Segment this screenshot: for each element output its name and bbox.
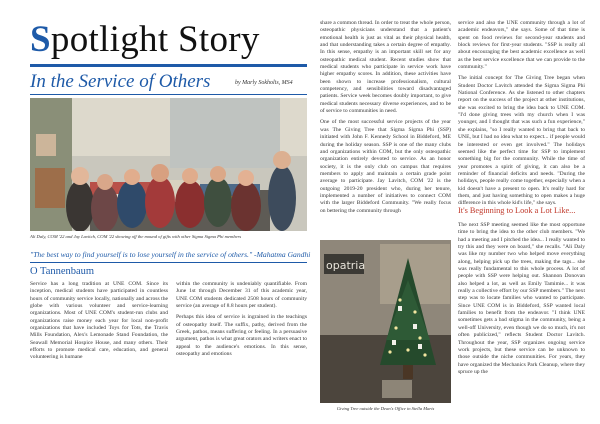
- article-byline: by Marly Sokholis, MS4: [235, 80, 293, 86]
- paragraph: Service has a long tradition at UNE COM. Since its inception, medical students have participated in countless hours of community service locally, nationally and across the globe with various volunteer and service-learning organizations. Most of UNE COM's student-run clubs and organizations raise money each year for local non-profit organizations that have included Toys for Tots, the Travis Mills Foundation, Alex's Lemonade Stand Foundation, the Seawall Memorial Hospice House, and many others. Their efforts to promote medical care, education, and general volunteering is humane: [30, 281, 168, 361]
- column-4: [458, 20, 585, 212]
- group-photo-illustration: [30, 98, 307, 231]
- paragraph: One of the most successful service projects of the year was The Giving Tree that Sigma Sigma Phi (SSP) initiated with John F. Kennedy School in Biddeford, ME during the holiday season. SSP is one of the many clubs and organizations within COM, but the only osteopathic organization entirely devoted to service. As an honor society, it is the only club on campus that requires members to apply and maintain a certain grade point average to participate. Jay Lavitch, COM '22 is the outgoing 2019-20 president who, during her tenure, implemented a number of initiatives to connect COM with the larger Biddeford Community. "We really focus on bettering the community through: [320, 119, 451, 214]
- paragraph: The initial concept for The Giving Tree began when Student Doctor Lavitch attended the Sigma Sigma Phi National Conference. As she listened to other chapters report on the success of the project at other institutions, she was excited to bring the idea back to UNE COM. "I'd done giving trees with my church when I was younger, and I thought that was such a fun experience," she explains, "so I really wanted to bring that back to UNE, but I had no idea what to expect... if people would be interested or even get involved." The holidays seemed like the perfect time for SSP to implement something big for the community. While the time of year promotes a spirit of giving, it can also be a reminder of financial deficits and needs. "During the holidays, people really come together, especially when a kid doesn't have a present to open. It's really hard for them, and just having something to open makes a huge difference in this whole kid's life," she says.: [458, 75, 585, 207]
- column-5: [458, 222, 585, 380]
- group-photo: [30, 98, 307, 231]
- masthead: [30, 20, 260, 60]
- column-3: [320, 20, 451, 219]
- giving-tree-photo: [320, 240, 451, 403]
- paragraph: The next SSP meeting seemed like the most opportune time to bring the idea to the other club members. "We had a meeting and I pitched the idea... I really wanted to try this and they were on board," she recalls. "Ali Daly was like my number two who helped move everything along, helping pick up the trees, making the tags... she was really fundamental to this whole process. A lot of people with SSP were helping out. Shannon Donovan also helped a lot, as well as Emily Tamimie... it was really a collective effort by our SSP members." The next step was to locate families who wanted to participate. Since UNE COM is in Biddeford, SSP wanted local families to benefit from the endeavor. "I think UNE sometimes gets a bad stigma in the community, being a well-off University, even though we do so much, it's not often publicized," reflects Student Doctor Lavitch. Throughout the year, SSP organizes ongoing service work projects, but these service can be unknown to those outside the niche communities. For years, they have organized the Mechanics Park Cleanup, where they spruce up the: [458, 222, 585, 375]
- title-rule: [30, 94, 307, 95]
- article-title: In the Service of Others: [30, 71, 211, 92]
- pull-quote: "The best way to find yourself is to lose yourself in the service of others." -Mahatma Gandhi: [30, 250, 311, 259]
- masthead-word-rest: potlight: [50, 19, 169, 60]
- paragraph: share a common thread. In order to treat the whole person, osteopathic physicians understand that a patient's emotional health is just as vital as their physical health, and that understanding takes a certain degree of empathy. In this sense, empathy is an important skill set for any osteopathic medical student. Recent studies show that medical students who participate in service work have higher empathy scores. In addition, these activities have been shown to increase professionalism, cultural competency, and sensibilities toward disadvantaged patients. Service week becomes doubly important, to give medical students necessary diverse experiences, and to be of service to communities in need.: [320, 20, 451, 115]
- group-photo-caption: Ali Daly, COM '22 and Jay Lavitch, COM '22 showing off the mound of gifts with other Sigma Sigma Phi members: [30, 234, 242, 239]
- column-2: [176, 281, 307, 362]
- column-1: [30, 281, 168, 366]
- section-heading-look-a-lot-like: It's Beginning to Look a Lot Like...: [458, 206, 576, 215]
- paragraph: Perhaps this idea of service is ingrained in the teachings of osteopathy itself. The suffix, pathy, derived from the Greek, pathos, means suffering or feeling. In a persuasive argument, pathos is what great orators and writers enact to appeal to the audience's emotions. In this sense, osteopathy and emotions: [176, 314, 307, 358]
- quote-rule: [30, 262, 307, 263]
- sign-text: opatria: [326, 259, 366, 272]
- giving-tree-caption: Giving Tree outside the Dean's Office in Stella Maris: [336, 406, 435, 411]
- section-heading-o-tannenbaum: O Tannenbaum: [30, 266, 95, 277]
- paragraph: service and also the UNE community through a lot of academic endeavors," she says. Some of that time is spent on food reviews for second-year students and block reviews for first-year students. "SSP is really all about encouraging the best academic excellence as well as the best service excellence that we can provide to the community.": [458, 20, 585, 71]
- giving-tree-illustration: [320, 240, 451, 403]
- paragraph: within the community is undeniably quantifiable. From June 1st through December 31 of this academic year, UNE COM students dedicated 2508 hours of community service (an average of 8.8 hours per student).: [176, 281, 307, 310]
- masthead-initial: S: [30, 19, 51, 60]
- masthead-second-word: Story: [177, 19, 260, 60]
- masthead-rule: [30, 64, 307, 67]
